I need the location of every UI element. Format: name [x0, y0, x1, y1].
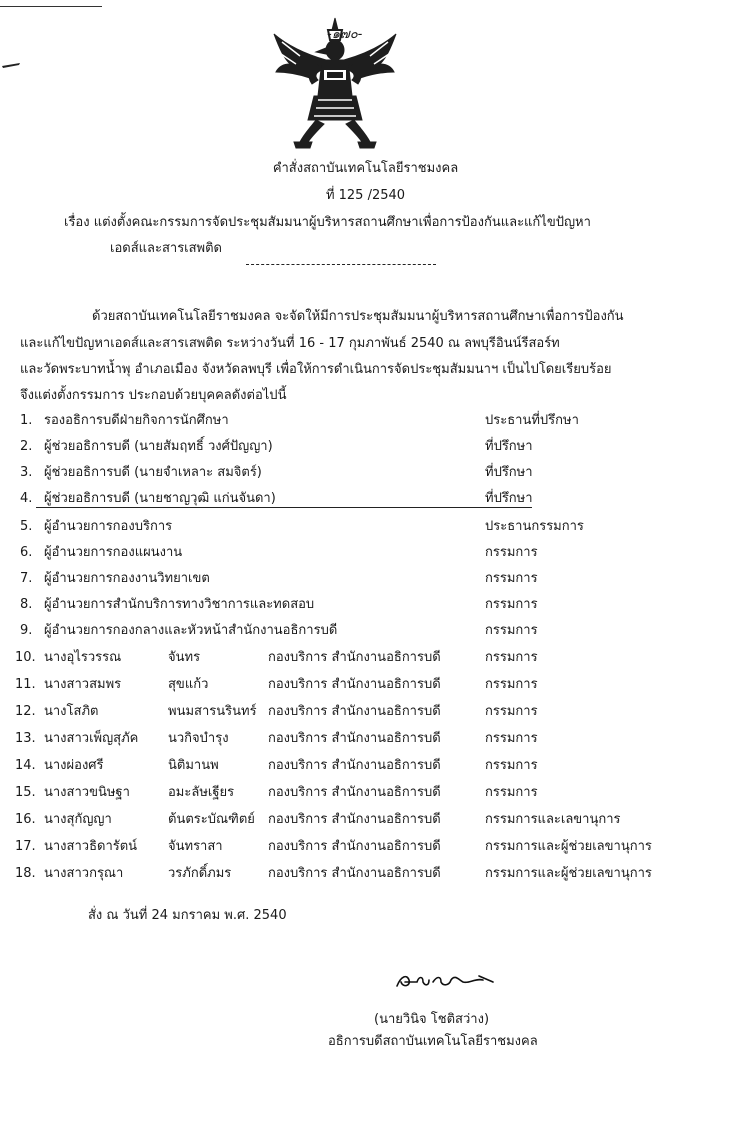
- signer-title: อธิการบดีสถาบันเทคโนโลยีราชมงคล: [328, 1034, 538, 1049]
- underline-rule: [36, 507, 532, 508]
- list-item: 7. ผู้อำนวยการกองงานวิทยาเขต กรรมการ: [20, 571, 538, 586]
- corner-rule: [0, 6, 102, 7]
- body-line-4: จึงแต่งตั้งกรรมการ ประกอบด้วยบุคคลดังต่อไปนี้: [20, 388, 287, 403]
- list-item: 13. นางสาวเพ็ญสุภัค นวกิจบำรุง กองบริการ สำนักงานอธิการบดี กรรมการ: [15, 731, 538, 746]
- list-item: 2. ผู้ช่วยอธิการบดี (นายสัมฤทธิ์ วงศ์ปัญญา) ที่ปรึกษา: [20, 439, 533, 454]
- list-item: 12. นางโสภิต พนมสารนรินทร์ กองบริการ สำนักงานอธิการบดี กรรมการ: [15, 704, 538, 719]
- subject-line-1: เรื่อง แต่งตั้งคณะกรรมการจัดประชุมสัมมนาผู้บริหารสถานศึกษาเพื่อการป้องกันและแก้ไขปัญหา: [64, 215, 591, 230]
- list-item: 16. นางสุกัญญา ต้นตระบัณฑิตย์ กองบริการ สำนักงานอธิการบดี กรรมการและเลขานุการ: [15, 812, 621, 827]
- list-item: 9. ผู้อำนวยการกองกลางและหัวหน้าสำนักงานอธิการบดี กรรมการ: [20, 623, 538, 638]
- order-number: ที่ 125 /2540: [325, 188, 406, 203]
- list-item: 17. นางสาวธิดารัตน์ จันทราสา กองบริการ สำนักงานอธิการบดี กรรมการและผู้ช่วยเลขานุการ: [15, 839, 652, 854]
- list-item: 11. นางสาวสมพร สุขแก้ว กองบริการ สำนักงานอธิการบดี กรรมการ: [15, 677, 538, 692]
- list-item: 15. นางสาวขนิษฐา อมะลัษเฐียร กองบริการ สำนักงานอธิการบดี กรรมการ: [15, 785, 538, 800]
- list-item: 8. ผู้อำนวยการสำนักบริการทางวิชาการและทดสอบ กรรมการ: [20, 597, 538, 612]
- body-line-3: และวัดพระบาทน้ำพุ อำเภอเมือง จังหวัดลพบุรี เพื่อให้การดำเนินการจัดประชุมสัมมนาฯ เป็นไปโดยเรียบร้อย: [20, 362, 612, 377]
- list-item: 3. ผู้ช่วยอธิการบดี (นายจำเหลาะ สมจิตร์) ที่ปรึกษา: [20, 465, 533, 480]
- handwritten-signature: [393, 970, 499, 992]
- list-item: 14. นางผ่องศรี นิติมานพ กองบริการ สำนักงานอธิการบดี กรรมการ: [15, 758, 538, 773]
- body-line-2: และแก้ไขปัญหาเอดส์และสารเสพติด ระหว่างวันที่ 16 - 17 กุมภาพันธ์ 2540 ณ ลพบุรีอินน์รีสอร์ท: [20, 336, 560, 351]
- edge-mark-icon: [2, 62, 20, 68]
- list-item: 1. รองอธิการบดีฝ่ายกิจการนักศึกษา ประธานที่ปรึกษา: [20, 413, 579, 428]
- seal-number: -๑๗๐-: [327, 27, 363, 42]
- list-item: 10. นางอุไรวรรณ จันทร กองบริการ สำนักงานอธิการบดี กรรมการ: [15, 650, 538, 665]
- order-date-line: สั่ง ณ วันที่ 24 มกราคม พ.ศ. 2540: [88, 908, 287, 923]
- separator-rule: [246, 264, 436, 265]
- list-item: 18. นางสาวกรุณา วรภักดิ์ภมร กองบริการ สำนักงานอธิการบดี กรรมการและผู้ช่วยเลขานุการ: [15, 866, 652, 881]
- signer-name: (นายวินิจ โชติสว่าง): [374, 1012, 490, 1027]
- subject-line-2: เอดส์และสารเสพติด: [110, 241, 223, 256]
- list-item: 5. ผู้อำนวยการกองบริการ ประธานกรรมการ: [20, 519, 584, 534]
- order-title: คำสั่งสถาบันเทคโนโลยีราชมงคล: [272, 161, 459, 176]
- body-line-1: ด้วยสถาบันเทคโนโลยีราชมงคล จะจัดให้มีการประชุมสัมมนาผู้บริหารสถานศึกษาเพื่อการป้องกัน: [92, 309, 624, 324]
- list-item: 6. ผู้อำนวยการกองแผนงาน กรรมการ: [20, 545, 538, 560]
- list-item: 4. ผู้ช่วยอธิการบดี (นายชาญวุฒิ แก่นจันดา) ที่ปรึกษา: [20, 491, 533, 506]
